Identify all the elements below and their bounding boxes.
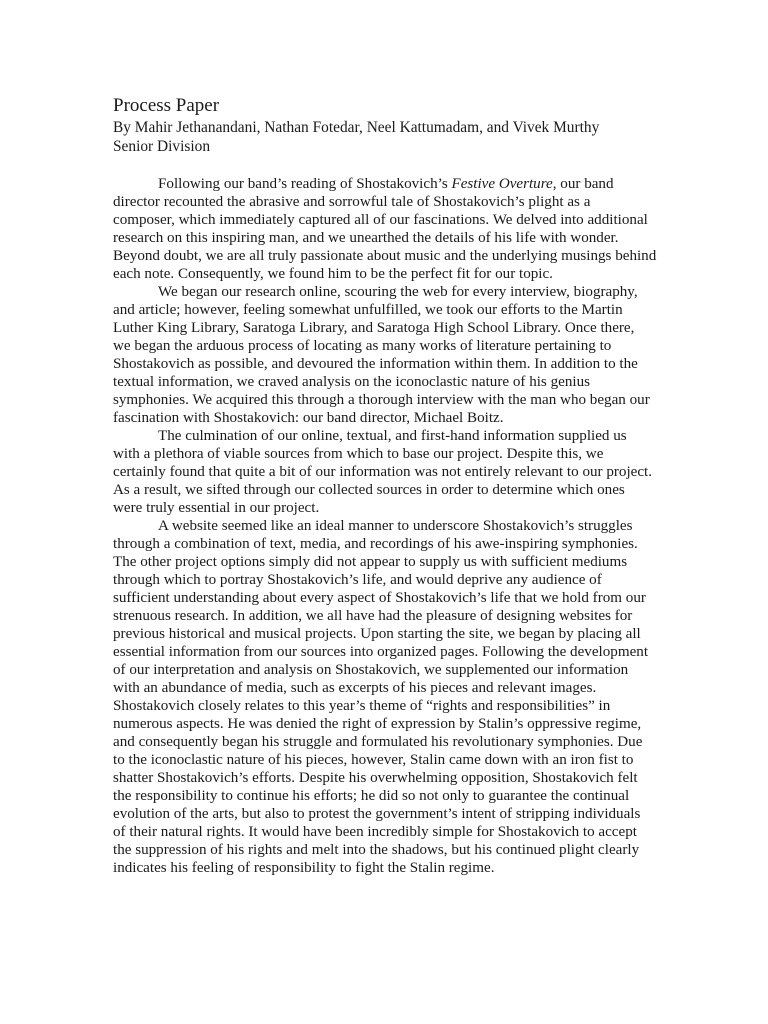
paragraph-line: composer, which immediately captured all of our fascinations. We delved into additional xyxy=(113,212,648,228)
paragraph-line: with an abundance of media, such as excerpts of his pieces and relevant images. xyxy=(113,680,597,696)
paragraph-line: were truly essential in our project. xyxy=(113,500,320,516)
paragraph-line: The culmination of our online, textual, and first-hand information supplied us xyxy=(158,428,627,444)
paragraph-line: through which to portray Shostakovich’s life, and would deprive any audience of xyxy=(113,572,602,588)
paragraph-line: fascination with Shostakovich: our band director, Michael Boitz. xyxy=(113,410,504,426)
paragraph-line: numerous aspects. He was denied the right of expression by Stalin’s oppressive regime, xyxy=(113,716,642,732)
paragraph-line: certainly found that quite a bit of our information was not entirely relevant to our project. xyxy=(113,464,653,480)
paragraph-line: Beyond doubt, we are all truly passionate about music and the underlying musings behind xyxy=(113,248,657,264)
paragraph-line: through a combination of text, media, and recordings of his awe-inspiring symphonies. xyxy=(113,536,638,552)
division-label: Senior Division xyxy=(113,138,211,155)
work-title: Festive Overture xyxy=(451,176,553,192)
body-paragraph xyxy=(113,517,728,877)
paragraph-line: director recounted the abrasive and sorrowful tale of Shostakovich’s plight as a xyxy=(113,194,591,210)
paragraph-line: evolution of the arts, but also to protest the government’s intent of stripping individuals xyxy=(113,806,641,822)
document-body xyxy=(113,175,728,877)
paragraph-line: the responsibility to continue his efforts; he did so not only to guarantee the continual xyxy=(113,788,630,804)
paragraph-line: strenuous research. In addition, we all have had the pleasure of designing websites for xyxy=(113,608,633,624)
paragraph-line: of their natural rights. It would have been incredibly simple for Shostakovich to accept xyxy=(113,824,637,840)
paragraph-line: to the iconoclastic nature of his pieces, however, Stalin came down with an iron fist to xyxy=(113,752,634,768)
paragraph-line: Shostakovich closely relates to this year’s theme of “rights and responsibilities” in xyxy=(113,698,611,714)
paragraph-line: and article; however, feeling somewhat unfulfilled, we took our efforts to the Martin xyxy=(113,302,623,318)
paragraph-line: symphonies. We acquired this through a thorough interview with the man who began our xyxy=(113,392,650,408)
paragraph-line: The other project options simply did not appear to supply us with sufficient mediums xyxy=(113,554,628,570)
paragraph-line: the suppression of his rights and melt into the shadows, but his continued plight clearly xyxy=(113,842,640,858)
paragraph-line: textual information, we craved analysis on the iconoclastic nature of his genius xyxy=(113,374,590,390)
paragraph-line: Shostakovich as possible, and devoured the information within them. In addition to the xyxy=(113,356,638,372)
paragraph-line: previous historical and musical projects. Upon starting the site, we began by placing all xyxy=(113,626,641,642)
paragraph-line: and consequently began his struggle and formulated his revolutionary symphonies. Due xyxy=(113,734,643,750)
document-title: Process Paper xyxy=(113,95,220,116)
body-paragraph xyxy=(113,427,728,517)
paragraph-line: each note. Consequently, we found him to be the perfect fit for our topic. xyxy=(113,266,553,282)
paragraph-line: indicates his feeling of responsibility to fight the Stalin regime. xyxy=(113,860,495,876)
paragraph-line: research on this inspiring man, and we unearthed the details of his life with wonder. xyxy=(113,230,619,246)
paragraph-line: sufficient understanding about every aspect of Shostakovich’s life that we hold from our xyxy=(113,590,646,606)
paragraph-line: As a result, we sifted through our collected sources in order to determine which ones xyxy=(113,482,625,498)
paragraph-line: We began our research online, scouring the web for every interview, biography, xyxy=(158,284,638,300)
paragraph-line: Luther King Library, Saratoga Library, and Saratoga High School Library. Once there, xyxy=(113,320,635,336)
paragraph-line: with a plethora of viable sources from which to base our project. Despite this, we xyxy=(113,446,604,462)
paragraph-line: Following our band’s reading of Shostakovich’s Festive Overture, our band xyxy=(158,176,614,192)
paragraph-line: shatter Shostakovich’s efforts. Despite his overwhelming opposition, Shostakovich felt xyxy=(113,770,638,786)
paragraph-line: of our interpretation and analysis on Shostakovich, we supplemented our information xyxy=(113,662,629,678)
paragraph-line: essential information from our sources into organized pages. Following the development xyxy=(113,644,649,660)
paragraph-line: we began the arduous process of locating as many works of literature pertaining to xyxy=(113,338,612,354)
body-paragraph xyxy=(113,175,728,283)
paragraph-line: A website seemed like an ideal manner to underscore Shostakovich’s struggles xyxy=(158,518,633,534)
author-byline: By Mahir Jethanandani, Nathan Fotedar, Neel Kattumadam, and Vivek Murthy xyxy=(113,119,600,136)
body-paragraph xyxy=(113,283,728,427)
